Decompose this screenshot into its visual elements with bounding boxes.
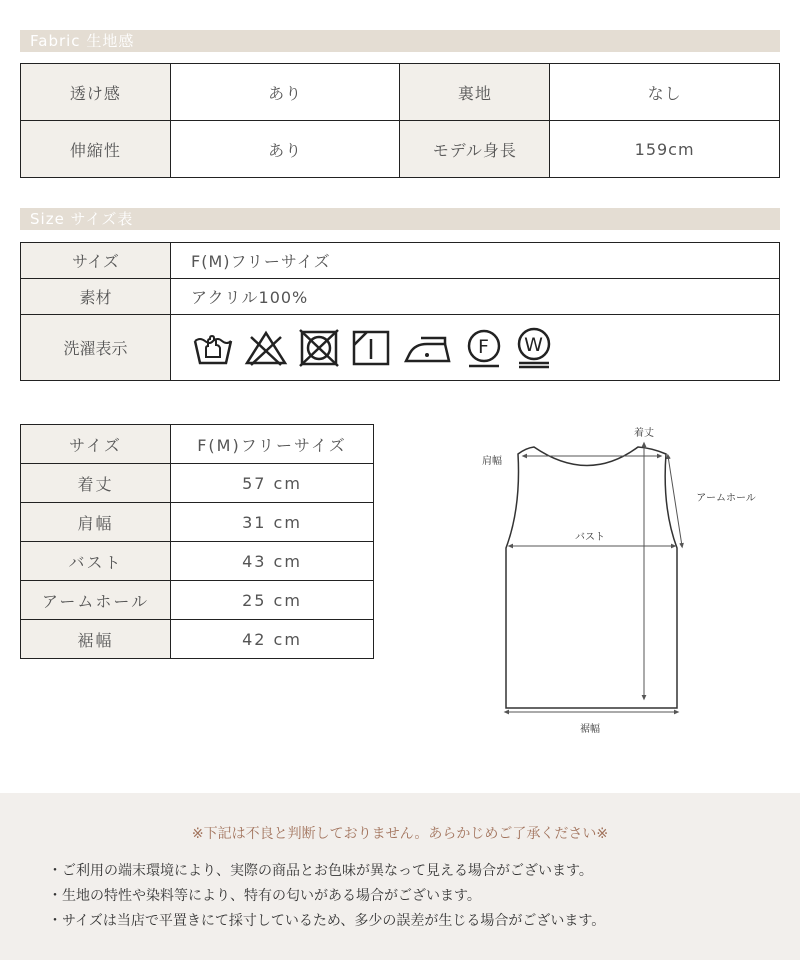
- fabric-label: 裏地: [400, 64, 550, 121]
- list-item: ・サイズは当店で平置きにて採寸しているため、多少の誤差が生じる場合がございます。: [48, 913, 606, 929]
- care-icons: [191, 327, 779, 369]
- table-row: [21, 503, 374, 542]
- size-table-header-label: サイズ: [21, 425, 171, 464]
- hem-label: 裾幅: [580, 724, 600, 735]
- notice-panel: [0, 793, 800, 960]
- svg-text:W: W: [524, 333, 544, 356]
- table-row: [21, 542, 374, 581]
- armhole-label: アームホール: [696, 493, 756, 504]
- table-row: [21, 64, 780, 121]
- fabric-section-title: Fabric 生地感: [20, 30, 780, 52]
- measurement-label: バスト: [21, 542, 171, 581]
- material-value: アクリル100%: [171, 279, 780, 315]
- table-row: [21, 243, 780, 279]
- table-row: [21, 315, 780, 381]
- length-label: 着丈: [634, 428, 654, 439]
- no-bleach-icon: [243, 327, 289, 369]
- size-table: [20, 424, 374, 659]
- garment-diagram: [470, 418, 780, 748]
- bust-label: バスト: [575, 532, 605, 543]
- fabric-value: なし: [550, 64, 780, 121]
- fabric-label: 伸縮性: [21, 121, 171, 178]
- line-dry-shade-icon: [349, 327, 393, 369]
- measurement-label: アームホール: [21, 581, 171, 620]
- measurement-value: 25 cm: [171, 581, 374, 620]
- fabric-label: モデル身長: [400, 121, 550, 178]
- iron-low-icon: [401, 327, 455, 369]
- table-row: [21, 581, 374, 620]
- size-value: F(M)フリーサイズ: [171, 243, 780, 279]
- notice-title: ※下記は不良と判断しておりません。あらかじめご了承ください※: [191, 826, 609, 842]
- measurement-label: 着丈: [21, 464, 171, 503]
- size-section-title: Size サイズ表: [20, 208, 780, 230]
- wet-clean-w-icon: [513, 327, 555, 369]
- fabric-value: あり: [170, 121, 400, 178]
- shoulder-label: 肩幅: [482, 456, 502, 467]
- table-row: [21, 279, 780, 315]
- care-label: 洗濯表示: [21, 315, 171, 381]
- measurement-label: 肩幅: [21, 503, 171, 542]
- measurement-value: 31 cm: [171, 503, 374, 542]
- table-row: [21, 121, 780, 178]
- size-table-header-value: F(M)フリーサイズ: [171, 425, 374, 464]
- fabric-label: 透け感: [21, 64, 171, 121]
- table-row: [21, 425, 374, 464]
- measurement-value: 43 cm: [171, 542, 374, 581]
- measurement-value: 57 cm: [171, 464, 374, 503]
- list-item: ・生地の特性や染料等により、特有の匂いがある場合がございます。: [48, 888, 481, 904]
- care-icons-cell: [171, 315, 780, 381]
- hand-wash-icon: [191, 327, 235, 369]
- measurement-value: 42 cm: [171, 620, 374, 659]
- garment-outline: [506, 447, 677, 708]
- armhole-arrow: [668, 456, 682, 546]
- material-label: 素材: [21, 279, 171, 315]
- size-label: サイズ: [21, 243, 171, 279]
- spec-table: [20, 242, 780, 381]
- fabric-table: [20, 63, 780, 178]
- table-row: [21, 620, 374, 659]
- svg-text:F: F: [478, 335, 490, 358]
- fabric-value: 159cm: [550, 121, 780, 178]
- table-row: [21, 464, 374, 503]
- list-item: ・ご利用の端末環境により、実際の商品とお色味が異なって見える場合がございます。: [48, 863, 593, 879]
- no-tumble-dry-icon: [297, 327, 341, 369]
- measurement-label: 裾幅: [21, 620, 171, 659]
- dry-clean-f-icon: [463, 327, 505, 369]
- fabric-value: あり: [170, 64, 400, 121]
- notice-list: [48, 859, 605, 934]
